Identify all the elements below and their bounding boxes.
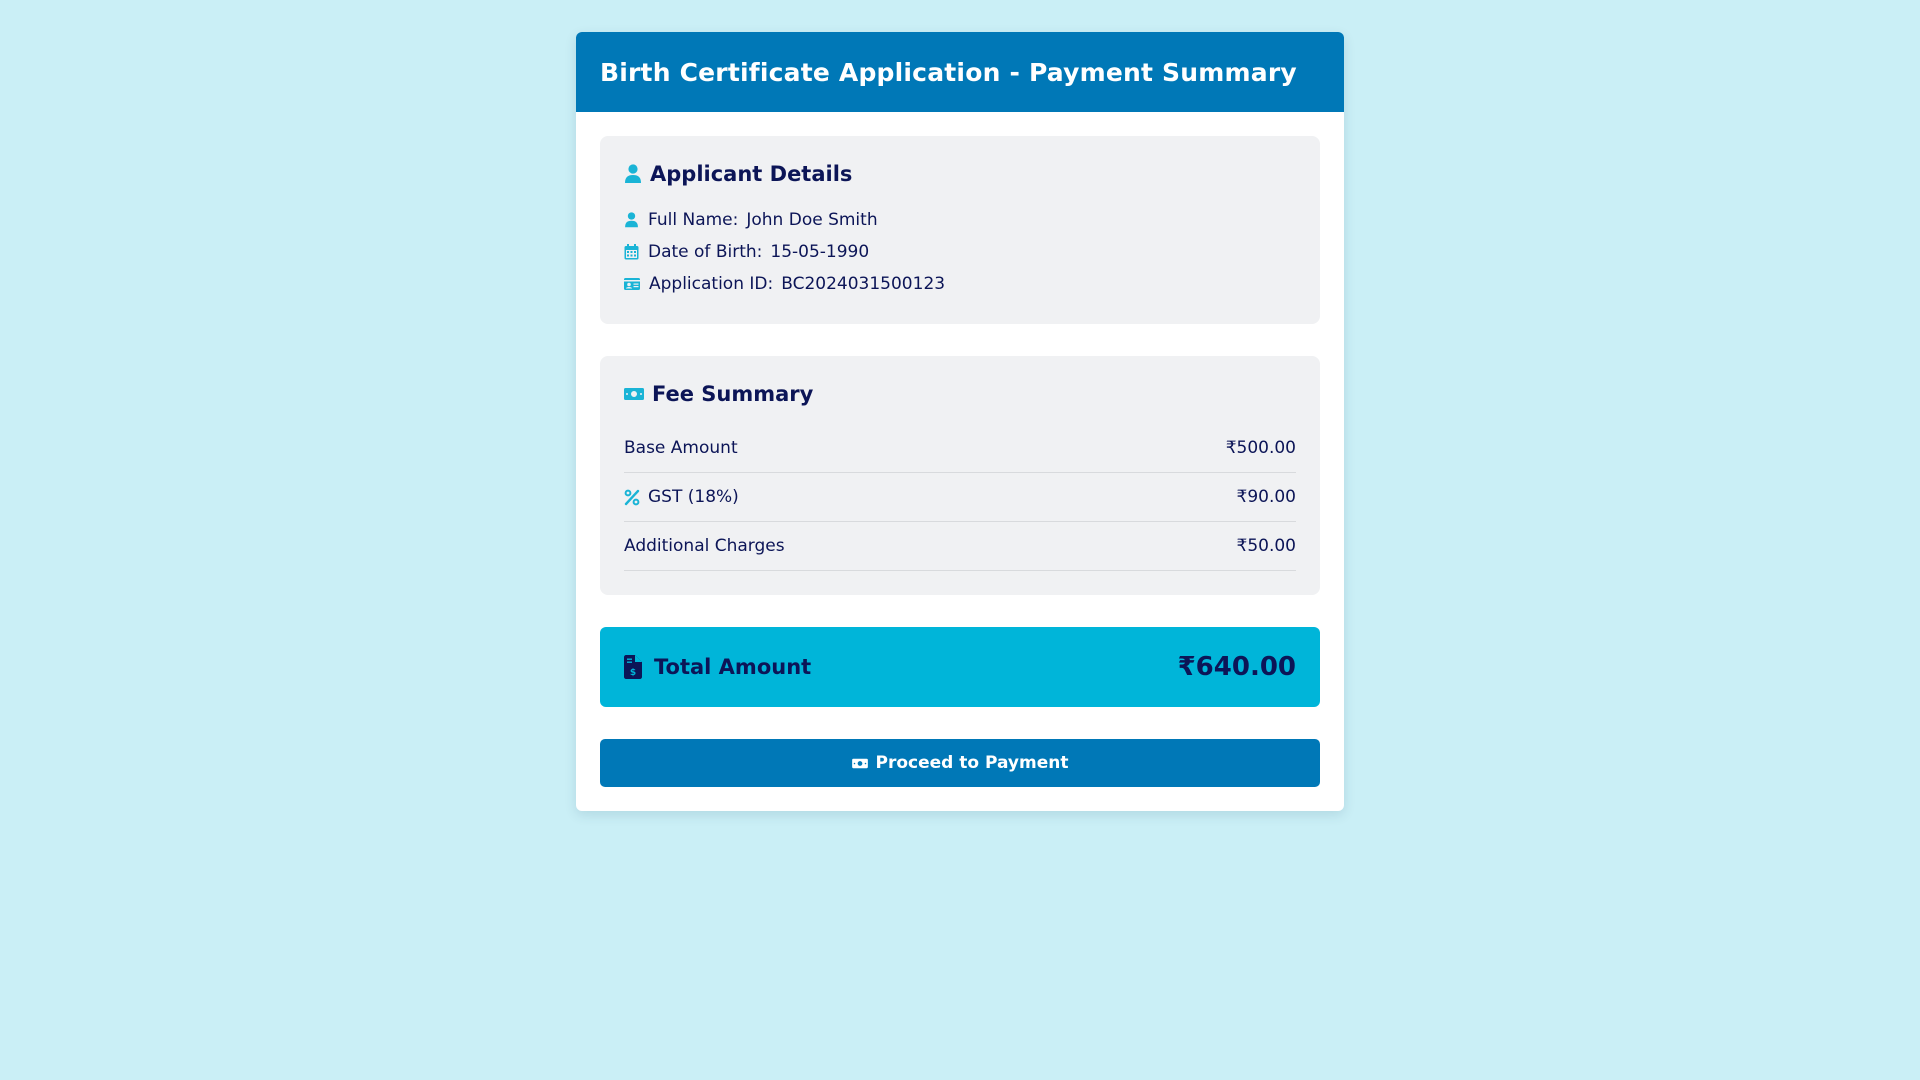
date-of-birth-label: Date of Birth:: [648, 242, 763, 262]
fee-row-gst: [624, 473, 1296, 522]
base-amount-label: Base Amount: [624, 438, 738, 458]
money-bill-icon: [624, 387, 644, 401]
gst-label: GST (18%): [648, 487, 739, 507]
proceed-to-payment-label: Proceed to Payment: [875, 753, 1069, 773]
fee-row-left: [624, 536, 785, 556]
applicant-details-panel: [600, 136, 1320, 324]
invoice-dollar-icon: [624, 655, 642, 679]
application-id-label: Application ID:: [649, 274, 774, 294]
fee-summary-panel: [600, 356, 1320, 595]
total-amount-label: Total Amount: [654, 655, 812, 679]
user-icon: [624, 212, 639, 228]
percent-icon: [624, 489, 640, 506]
applicant-details-heading: [624, 160, 1296, 188]
fee-summary-heading: [624, 380, 1296, 408]
detail-row-application-id: [624, 268, 1296, 300]
calendar-icon: [624, 244, 639, 260]
date-of-birth-value: 15-05-1990: [770, 242, 870, 262]
card-body: [576, 112, 1344, 811]
detail-row-date-of-birth: [624, 236, 1296, 268]
fee-row-left: [624, 438, 738, 458]
total-amount-value: ₹640.00: [1177, 652, 1296, 682]
fee-row-base-amount: [624, 424, 1296, 473]
fee-row-additional-charges: [624, 522, 1296, 571]
applicant-details-title: Applicant Details: [650, 162, 853, 186]
gst-value: ₹90.00: [1236, 487, 1296, 507]
page-title: Birth Certificate Application - Payment Summary: [600, 57, 1297, 87]
full-name-label: Full Name:: [648, 210, 739, 230]
id-card-icon: [624, 277, 640, 291]
money-bill-icon: [852, 758, 868, 769]
full-name-value: John Doe Smith: [746, 210, 878, 230]
card-header: [576, 32, 1344, 112]
additional-charges-label: Additional Charges: [624, 536, 785, 556]
detail-row-full-name: [624, 204, 1296, 236]
additional-charges-value: ₹50.00: [1236, 536, 1296, 556]
base-amount-value: ₹500.00: [1225, 438, 1296, 458]
payment-summary-card: [576, 32, 1344, 811]
application-id-value: BC2024031500123: [781, 274, 946, 294]
user-icon: [624, 164, 642, 184]
fee-row-left: [624, 487, 739, 507]
svg-text:$: $: [629, 668, 637, 678]
total-amount-box: [600, 627, 1320, 707]
proceed-to-payment-button[interactable]: [600, 739, 1320, 787]
fee-summary-title: Fee Summary: [652, 382, 814, 406]
total-amount-left: [624, 655, 811, 679]
